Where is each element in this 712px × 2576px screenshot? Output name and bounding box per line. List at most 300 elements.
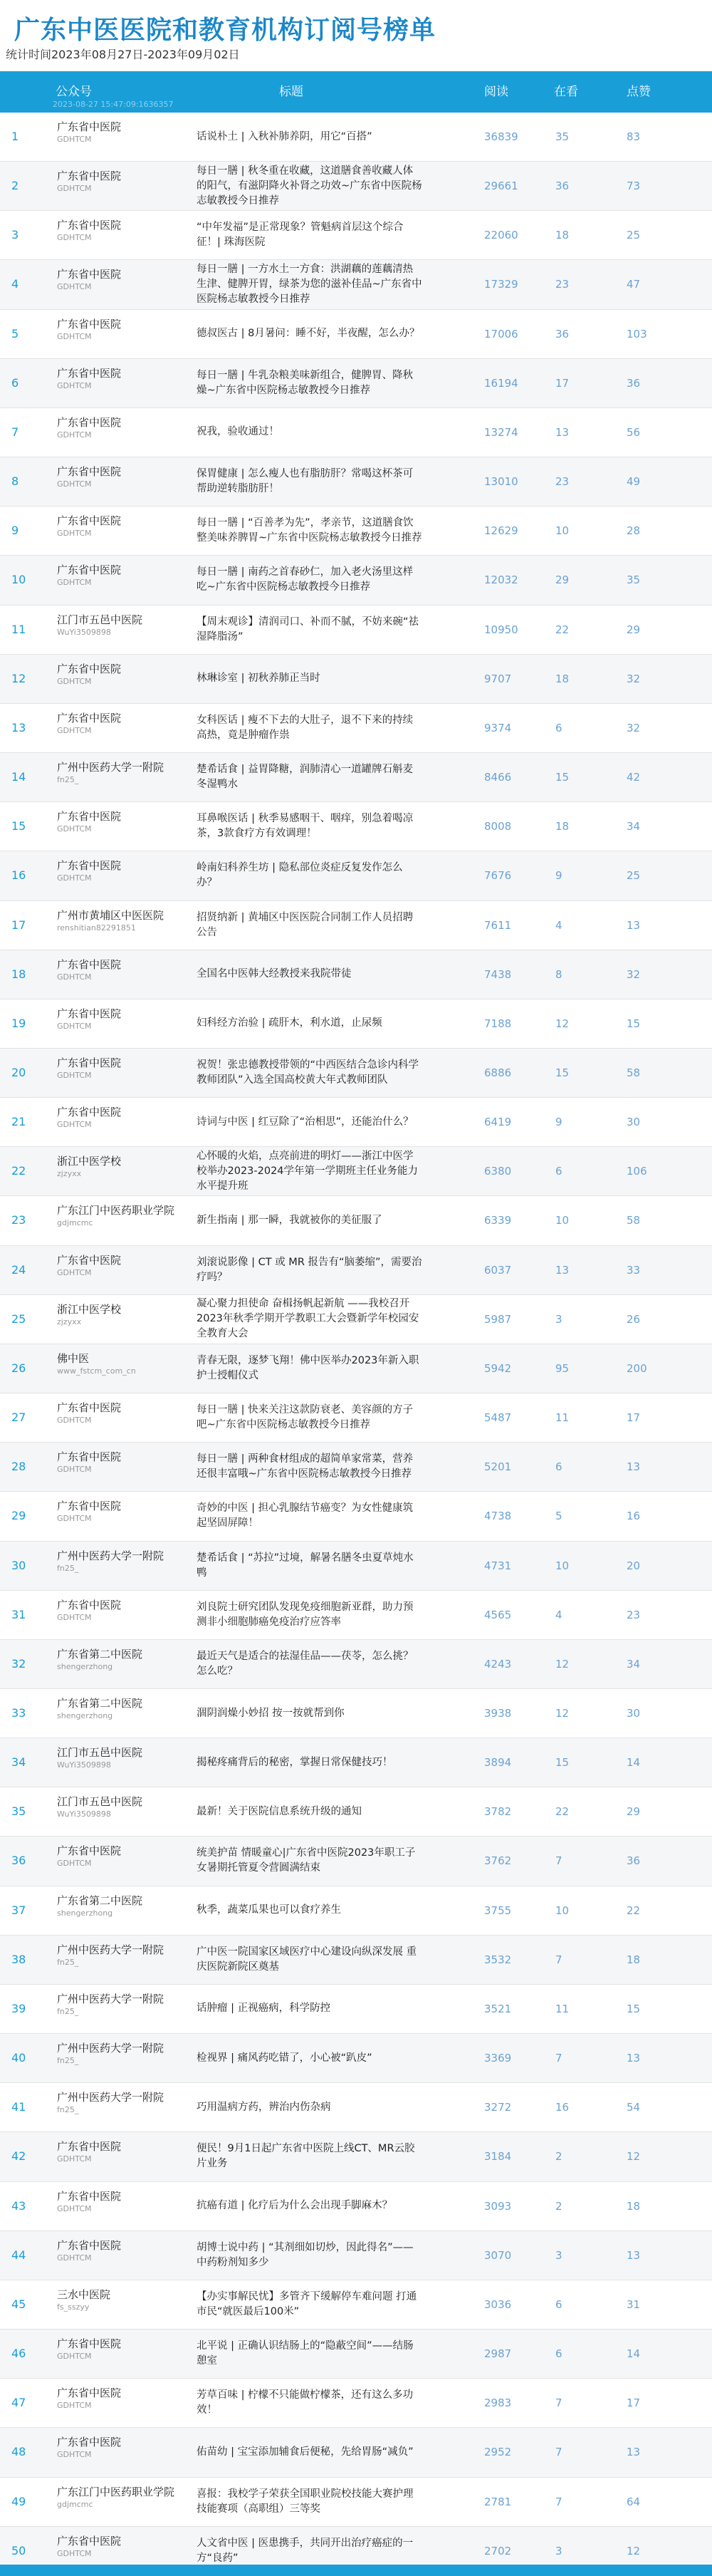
article-title-link[interactable] [197,606,423,654]
account-cell[interactable] [57,2485,199,2510]
watching-count: 8 [555,967,562,981]
account-cell[interactable] [57,1549,199,1574]
article-title: 喜报：我校学子荣获全国职业院校技能大赛护理技能赛项（高职组）三等奖 [197,2488,414,2515]
account-name: 江门市五邑中医院 [57,1795,143,1809]
account-id: GDHTCM [57,1267,92,1277]
table-row[interactable] [0,1147,712,1196]
account-cell[interactable] [57,1696,199,1722]
rank-number: 20 [11,1065,26,1079]
rank-number: 4 [11,277,19,291]
account-cell[interactable] [57,2386,199,2411]
account-name: 广东江门中医药职业学院 [57,1204,175,1217]
watching-count: 3 [555,1312,562,1326]
account-name: 广东省中医院 [57,514,122,528]
like-count: 18 [627,2199,641,2213]
account-cell[interactable] [57,2435,199,2461]
article-title-link[interactable] [197,1837,423,1885]
watching-count: 16 [555,2101,570,2114]
account-cell[interactable] [57,1056,199,1081]
article-title-link[interactable] [197,802,423,851]
account-name: 广州中医药大学一附院 [57,761,164,774]
table-row[interactable] [0,1443,712,1492]
account-id: fn25_ [57,2006,79,2016]
account-cell[interactable] [57,711,199,737]
article-title-link[interactable] [197,1344,423,1393]
account-cell[interactable] [57,1154,199,1180]
like-count: 14 [627,1756,641,1770]
watching-count: 4 [555,1608,562,1621]
account-cell[interactable] [57,858,199,884]
table-row[interactable] [0,457,712,507]
like-count: 49 [627,475,641,489]
table-row[interactable] [0,1049,712,1098]
article-title-link[interactable] [197,2034,423,2082]
article-title: 岭南妇科养生坊 | 隐私部位炎症反复发作怎么办？ [197,862,403,889]
article-title-link[interactable] [197,1295,423,1344]
rank-number: 26 [11,1361,26,1375]
article-title: 祝贺！张忠德教授带领的“中西医结合急诊内科学教师团队”入选全国高校黄大年式教师团队 [197,1059,419,1086]
account-cell[interactable] [57,1844,199,1869]
table-row[interactable] [0,507,712,556]
account-name: 广州市黄埔区中医医院 [57,908,164,922]
rank-number: 13 [11,720,26,734]
article-title-link[interactable] [197,1147,423,1195]
article-title-link[interactable] [197,1591,423,1639]
table-row[interactable] [0,1492,712,1541]
article-title-link[interactable] [197,1936,423,1984]
rank-number: 10 [11,573,26,587]
table-row[interactable] [0,2280,712,2330]
table-row[interactable] [0,1591,712,1640]
like-count: 12 [627,2150,641,2164]
account-id: GDHTCM [57,282,92,292]
article-title-link[interactable] [197,260,423,308]
article-title-link[interactable] [197,2132,423,2181]
watching-count: 2 [555,2199,562,2213]
read-count: 6886 [484,1066,512,1079]
article-title: 每日一膳 | 南药之首春砂仁，加入老火汤里这样吃~广东省中医院杨志敏教授今日推荐 [197,566,414,593]
table-row[interactable] [0,1196,712,1245]
account-cell[interactable] [57,1598,199,1624]
table-row[interactable] [0,2428,712,2477]
article-title-link[interactable] [197,162,423,210]
like-count: 42 [627,771,641,784]
article-title: 最近天气是适合的祛湿佳品——茯苓，怎么挑？怎么吃？ [197,1650,414,1677]
table-row[interactable] [0,2083,712,2132]
table-row[interactable] [0,1344,712,1393]
account-id: GDHTCM [57,873,92,883]
article-title-link[interactable] [197,2182,423,2230]
table-row[interactable] [0,901,712,950]
account-id: GDHTCM [57,135,92,144]
account-id: GDHTCM [57,1021,92,1031]
account-id: GDHTCM [57,233,92,243]
table-row[interactable] [0,113,712,162]
footer-bar [0,2565,712,2576]
account-cell[interactable] [57,218,199,244]
account-id: GDHTCM [57,2154,92,2164]
account-cell[interactable] [57,613,199,638]
account-cell[interactable] [57,1745,199,1771]
read-count: 3521 [484,2002,512,2015]
account-cell[interactable] [57,464,199,490]
read-count: 3938 [484,1707,512,1720]
like-count: 15 [627,1017,641,1030]
article-title-link[interactable] [197,408,423,457]
article-title-link[interactable] [197,1443,423,1491]
read-count: 2781 [484,2495,512,2508]
table-row[interactable] [0,1640,712,1689]
watching-count: 95 [555,1361,570,1375]
like-count: 28 [627,524,641,538]
article-title-link[interactable] [197,211,423,259]
table-row[interactable] [0,1689,712,1738]
watching-count: 10 [555,1904,570,1917]
read-count: 3093 [484,2199,512,2213]
read-count: 3755 [484,1904,512,1917]
read-count: 29661 [484,180,518,193]
watching-count: 9 [555,869,562,883]
article-title: 胡博士说中药 | “其剂细如切炒，因此得名”——中药粉剂知多少 [197,2241,414,2268]
table-row[interactable] [0,1738,712,1787]
article-title-link[interactable] [197,1492,423,1540]
article-title: 心怀暖的火焰，点亮前进的明灯——浙江中医学校举办2023-2024学年第一学期班主任业务能力水平提升班 [197,1150,419,1192]
rank-number: 35 [11,1804,26,1819]
article-title-link[interactable] [197,753,423,801]
table-row[interactable] [0,1098,712,1147]
account-cell[interactable] [57,1894,199,1919]
article-title: 奇妙的中医 | 担心乳腺结节癌变？为女性健康筑起坚固屏障！ [197,1502,414,1530]
account-id: GDHTCM [57,1120,92,1130]
watching-count: 36 [555,180,570,193]
like-count: 14 [627,2347,641,2361]
account-cell[interactable] [57,1992,199,2017]
watching-count: 9 [555,1116,562,1129]
account-name: 佛中医 [57,1351,90,1365]
account-cell[interactable] [57,1450,199,1475]
article-title: 女科医话 | 瘦不下去的大肚子，退不下来的持续高热，竟是肿瘤作祟 [197,714,414,741]
account-name: 广东江门中医药职业学院 [57,2485,175,2498]
account-cell[interactable] [57,1203,199,1229]
like-count: 64 [627,2495,641,2508]
article-title-link[interactable] [197,1196,423,1245]
account-name: 广东省中医院 [57,1450,122,1464]
account-cell[interactable] [57,1499,199,1525]
table-row[interactable] [0,1393,712,1443]
article-title-link[interactable] [197,2231,423,2280]
account-cell[interactable] [57,1007,199,1032]
watching-count: 7 [555,2446,562,2459]
article-title: 芳草百味 | 柠檬不只能做柠檬茶，还有这么多功效！ [197,2389,414,2416]
article-title-link[interactable] [197,1246,423,1294]
read-count: 3894 [484,1756,512,1770]
account-id: shengerzhong [57,1908,113,1918]
rank-number: 15 [11,819,26,833]
article-title-link[interactable] [197,310,423,358]
account-cell[interactable] [57,2287,199,2313]
account-id: fn25_ [57,775,79,785]
article-title: 人文省中医 | 医患携手，共同开出治疗癌症的一方“良药” [197,2537,414,2564]
table-row[interactable] [0,556,712,605]
table-row[interactable] [0,2034,712,2083]
article-title-link[interactable] [197,901,423,950]
article-title-link[interactable] [197,2428,423,2476]
article-title-link[interactable] [197,1640,423,1688]
rank-number: 1 [11,130,19,143]
account-cell[interactable] [57,267,199,293]
account-name: 广州中医药大学一附院 [57,1992,164,2005]
rank-number: 21 [11,1115,26,1129]
read-count: 2952 [484,2446,512,2459]
account-id: WuYi3509898 [57,1760,111,1770]
table-row[interactable] [0,2330,712,2379]
article-title-link[interactable] [197,507,423,555]
table-row[interactable] [0,2478,712,2527]
article-title: 招贤纳新 | 黄埔区中医医院合同制工作人员招聘公告 [197,911,414,938]
table-row[interactable] [0,753,712,802]
read-count: 5987 [484,1312,512,1326]
watching-count: 7 [555,1953,562,1966]
page-header [0,0,712,71]
watching-count: 7 [555,2052,562,2065]
article-title: 诗词与中医 | 红豆除了“治相思”，还能治什么？ [197,1116,414,1128]
article-title-link[interactable] [197,556,423,604]
table-row[interactable] [0,1886,712,1936]
table-row[interactable] [0,2182,712,2231]
article-title: 耳鼻喉医话 | 秋季易感咽干、咽痒，别急着喝凉茶，3款食疗方有效调理！ [197,813,414,840]
like-count: 20 [627,1559,641,1572]
article-title: 新生指南 | 那一瞬，我就被你的美征服了 [197,1214,382,1226]
rank-number: 28 [11,1460,26,1474]
watching-count: 6 [555,1165,562,1178]
account-cell[interactable] [57,2189,199,2215]
watching-count: 7 [555,2396,562,2410]
account-cell[interactable] [57,1401,199,1426]
table-row[interactable] [0,260,712,309]
read-count: 6037 [484,1263,512,1277]
rank-number: 17 [11,918,26,932]
account-name: 广东省中医院 [57,2436,122,2449]
article-title-link[interactable] [197,1098,423,1146]
like-count: 13 [627,2446,641,2459]
table-row[interactable] [0,950,712,999]
account-cell[interactable] [57,317,199,343]
account-cell[interactable] [57,563,199,588]
article-title: 每日一膳 | 两种食材组成的超简单家常菜，营养还很丰富哦~广东省中医院杨志敏教授今日推荐 [197,1453,414,1480]
account-name: 广东省中医院 [57,2140,122,2154]
account-name: 广东省中医院 [57,564,122,577]
like-count: 32 [627,967,641,981]
table-row[interactable] [0,2231,712,2280]
like-count: 13 [627,1460,641,1474]
article-title-link[interactable] [197,2280,423,2329]
article-title-link[interactable] [197,1886,423,1935]
account-id: fn25_ [57,2056,79,2066]
rank-number: 49 [11,2494,26,2508]
article-title: 全国名中医韩大经教授来我院带徒 [197,968,352,980]
account-name: 浙江中医学校 [57,1155,122,1168]
like-count: 30 [627,1707,641,1720]
table-row[interactable] [0,1936,712,1985]
account-cell[interactable] [57,169,199,194]
article-title-link[interactable] [197,2330,423,2378]
article-title-link[interactable] [197,457,423,506]
account-name: 广东省中医院 [57,465,122,479]
account-id: GDHTCM [57,972,92,982]
read-count: 5201 [484,1460,512,1474]
table-row[interactable] [0,310,712,359]
rank-number: 25 [11,1312,26,1326]
table-row[interactable] [0,1787,712,1837]
article-title-link[interactable] [197,1393,423,1442]
account-name: 江门市五邑中医院 [57,613,143,626]
rank-number: 34 [11,1755,26,1770]
table-row[interactable] [0,1985,712,2034]
like-count: 47 [627,278,641,291]
account-id: GDHTCM [57,380,92,390]
article-title-link[interactable] [197,359,423,407]
read-count: 7438 [484,967,512,981]
account-id: WuYi3509898 [57,627,111,637]
account-cell[interactable] [57,809,199,835]
article-title-link[interactable] [197,704,423,752]
account-cell[interactable] [57,1351,199,1377]
account-cell[interactable] [57,415,199,441]
account-id: GDHTCM [57,331,92,341]
account-cell[interactable] [57,760,199,786]
rank-number: 7 [11,425,19,439]
table-row[interactable] [0,408,712,457]
watching-count: 18 [555,672,570,685]
account-cell[interactable] [57,1647,199,1673]
table-row[interactable] [0,2132,712,2181]
account-cell[interactable] [57,957,199,983]
article-title-link[interactable] [197,1542,423,1590]
table-row[interactable] [0,1295,712,1344]
article-title: 涸阴润燥小妙招 按一按就帮到你 [197,1707,345,1719]
table-row[interactable] [0,802,712,851]
account-cell[interactable] [57,1795,199,1820]
account-cell[interactable] [57,2238,199,2264]
table-row[interactable] [0,2379,712,2428]
article-title: 【办实事解民忧】多管齐下缓解停车难问题 打通市民“就医最后100米” [197,2290,417,2317]
table-row[interactable] [0,1837,712,1886]
account-id: GDHTCM [57,2352,92,2362]
table-row[interactable] [0,655,712,704]
account-cell[interactable] [57,2139,199,2165]
read-count: 3782 [484,1805,512,1819]
read-count: 17006 [484,327,518,341]
account-cell[interactable] [57,1302,199,1328]
watching-count: 18 [555,820,570,833]
rank-number: 32 [11,1656,26,1671]
table-row[interactable] [0,851,712,900]
like-count: 35 [627,573,641,587]
account-name: 广东省中医院 [57,1598,122,1611]
account-id: www_fstcm_com_cn [57,1366,136,1376]
watching-count: 6 [555,2347,562,2361]
watching-count: 12 [555,1707,570,1720]
article-title-link[interactable] [197,1049,423,1097]
account-cell[interactable] [57,662,199,687]
account-id: GDHTCM [57,1514,92,1524]
article-title: 祝我，验收通过！ [197,426,279,438]
account-cell[interactable] [57,1105,199,1131]
article-title-link[interactable] [197,1787,423,1836]
article-title: 巧用温病方药，辨治内伤杂病 [197,2101,331,2113]
article-title-link[interactable] [197,1689,423,1738]
like-count: 13 [627,2248,641,2262]
account-cell[interactable] [57,2041,199,2067]
read-count: 9374 [484,721,512,734]
account-name: 广东省第二中医院 [57,1894,143,1907]
watching-count: 10 [555,1559,570,1572]
account-name: 广东省中医院 [57,1500,122,1513]
table-row[interactable] [0,1246,712,1295]
account-cell[interactable] [57,514,199,539]
rank-number: 12 [11,671,26,685]
account-cell[interactable] [57,120,199,145]
read-count: 12032 [484,573,518,587]
like-count: 16 [627,1510,641,1523]
article-title-link[interactable] [197,999,423,1048]
table-row[interactable] [0,999,712,1049]
watching-count: 11 [555,1411,570,1425]
account-name: 广东省中医院 [57,810,122,824]
watching-count: 23 [555,475,570,489]
account-cell[interactable] [57,1943,199,1968]
account-name: 浙江中医学校 [57,1302,122,1316]
account-cell[interactable] [57,908,199,934]
account-cell[interactable] [57,1253,199,1279]
watching-count: 22 [555,1805,570,1819]
article-title-link[interactable] [197,113,423,161]
account-cell[interactable] [57,2337,199,2362]
table-row[interactable] [0,359,712,408]
article-title-link[interactable] [197,851,423,900]
table-row[interactable] [0,1542,712,1591]
like-count: 17 [627,2396,641,2410]
account-id: GDHTCM [57,1416,92,1425]
watching-count: 36 [555,327,570,341]
watching-count: 15 [555,1066,570,1079]
account-cell[interactable] [57,2534,199,2560]
account-name: 广东省中医院 [57,957,122,971]
account-id: GDHTCM [57,676,92,686]
read-count: 10950 [484,623,518,636]
article-title-link[interactable] [197,1985,423,2033]
table-row[interactable] [0,162,712,211]
article-title-link[interactable] [197,2478,423,2526]
account-cell[interactable] [57,2090,199,2116]
table-row[interactable] [0,704,712,753]
account-id: GDHTCM [57,1465,92,1475]
article-title-link[interactable] [197,950,423,999]
read-count: 4738 [484,1510,512,1523]
table-row[interactable] [0,606,712,655]
read-count: 13274 [484,425,518,439]
account-cell[interactable] [57,366,199,392]
watching-count: 6 [555,2297,562,2311]
watching-count: 11 [555,2002,570,2015]
article-title-link[interactable] [197,2083,423,2131]
article-title-link[interactable] [197,1738,423,1787]
article-title-link[interactable] [197,2379,423,2427]
article-title-link[interactable] [197,655,423,703]
rank-number: 31 [11,1607,26,1621]
watching-count: 3 [555,2544,562,2557]
table-row[interactable] [0,211,712,260]
